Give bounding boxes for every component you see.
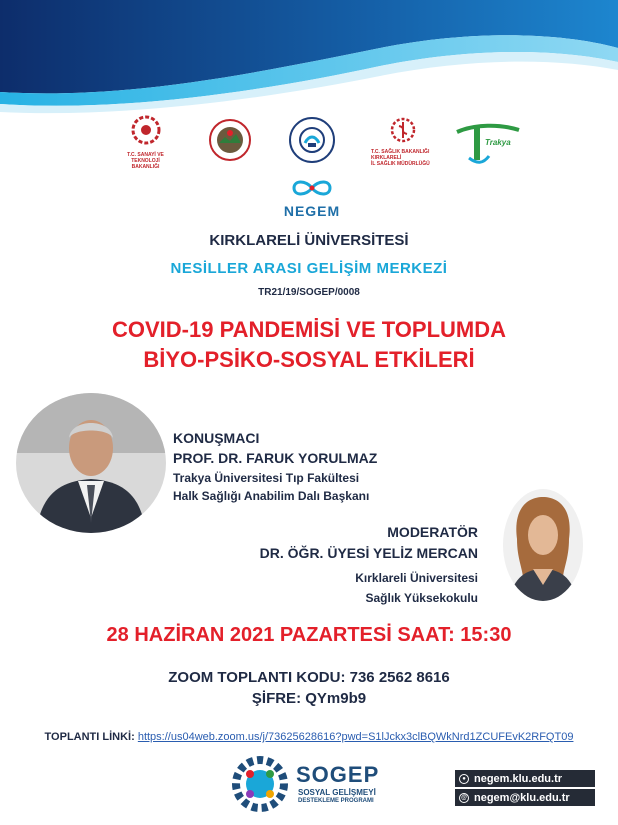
sogep-logo — [228, 752, 408, 817]
speaker-affiliation-2: Halk Sağlığı Anabilim Dalı Başkanı — [173, 489, 370, 503]
website-text: negem.klu.edu.tr — [474, 772, 563, 785]
center-title: NESİLLER ARASI GELİŞİM MERKEZİ — [170, 260, 448, 277]
university-seal — [289, 117, 335, 163]
speaker-name: PROF. DR. FARUK YORULMAZ — [173, 450, 378, 466]
sanayi-caption: T.C. SANAYİ VE TEKNOLOJİ BAKANLIĞI — [127, 152, 164, 170]
instagram-icon: ● — [459, 774, 469, 784]
moderator-photo — [503, 489, 583, 601]
email-icon: @ — [459, 793, 469, 803]
email-contact[interactable] — [455, 789, 595, 806]
event-title-line-1: COVID-19 PANDEMİSİ VE TOPLUMDA — [111, 317, 506, 342]
moderator-role: MODERATÖR — [387, 524, 478, 540]
zoom-password: ŞİFRE: QYm9b9 — [251, 690, 367, 707]
sogep-wordmark: SOGEP — [296, 762, 380, 787]
sogep-subtitle-2: DESTEKLEME PROGRAMI — [298, 798, 374, 804]
saglik-caption: T.C. SAĞLIK BAKANLIĞI KIRKLARELİ İL SAĞLIK MÜDÜRLÜĞÜ — [371, 149, 430, 167]
ministry-emblem-icon — [129, 113, 163, 147]
meeting-link-row — [0, 731, 618, 743]
moderator-name: DR. ÖĞR. ÜYESİ YELİZ MERCAN — [259, 545, 478, 561]
negem-logo — [282, 178, 342, 230]
sanayi-logo — [118, 113, 173, 170]
moderator-affiliation-1: Kırklareli Üniversitesi — [355, 571, 478, 585]
trakya-logo — [455, 120, 521, 165]
header-wave-graphic — [0, 0, 618, 120]
speaker-photo — [16, 393, 166, 533]
event-title-line-2: BİYO-PSİKO-SOSYAL ETKİLERİ — [143, 347, 475, 372]
email-text: negem@klu.edu.tr — [474, 791, 570, 804]
meeting-link[interactable]: https://us04web.zoom.us/j/73625628616?pwd=S1lJckx3clBQWkNrd1ZCUFEvK2RFQT09 — [137, 731, 574, 743]
meeting-link-label: TOPLANTI LİNKİ: — [44, 731, 135, 743]
instagram-contact[interactable] — [455, 770, 595, 787]
seal-icon — [215, 125, 245, 155]
project-code: TR21/19/SOGEP/0008 — [258, 287, 360, 298]
event-datetime: 28 HAZİRAN 2021 PAZARTESİ SAAT: 15:30 — [106, 624, 512, 646]
speaker-role: KONUŞMACI — [173, 430, 260, 446]
sogep-subtitle-1: SOSYAL GELİŞMEYİ — [298, 788, 376, 797]
speaker-affiliation-1: Trakya Üniversitesi Tıp Fakültesi — [173, 471, 360, 485]
trakya-caption: Trakya — [485, 138, 511, 147]
kirklareli-seal — [209, 119, 251, 161]
infinity-icon — [290, 178, 334, 198]
moderator-affiliation-2: Sağlık Yüksekokulu — [365, 591, 478, 605]
saglik-logo — [371, 116, 435, 167]
zoom-meeting-code: ZOOM TOPLANTI KODU: 736 2562 8616 — [168, 669, 450, 686]
university-emblem-icon — [297, 125, 327, 155]
university-title: KIRKLARELİ ÜNİVERSİTESİ — [209, 232, 409, 249]
gear-icon — [228, 752, 292, 816]
negem-wordmark: NEGEM — [283, 203, 341, 219]
health-ministry-icon — [388, 116, 418, 144]
